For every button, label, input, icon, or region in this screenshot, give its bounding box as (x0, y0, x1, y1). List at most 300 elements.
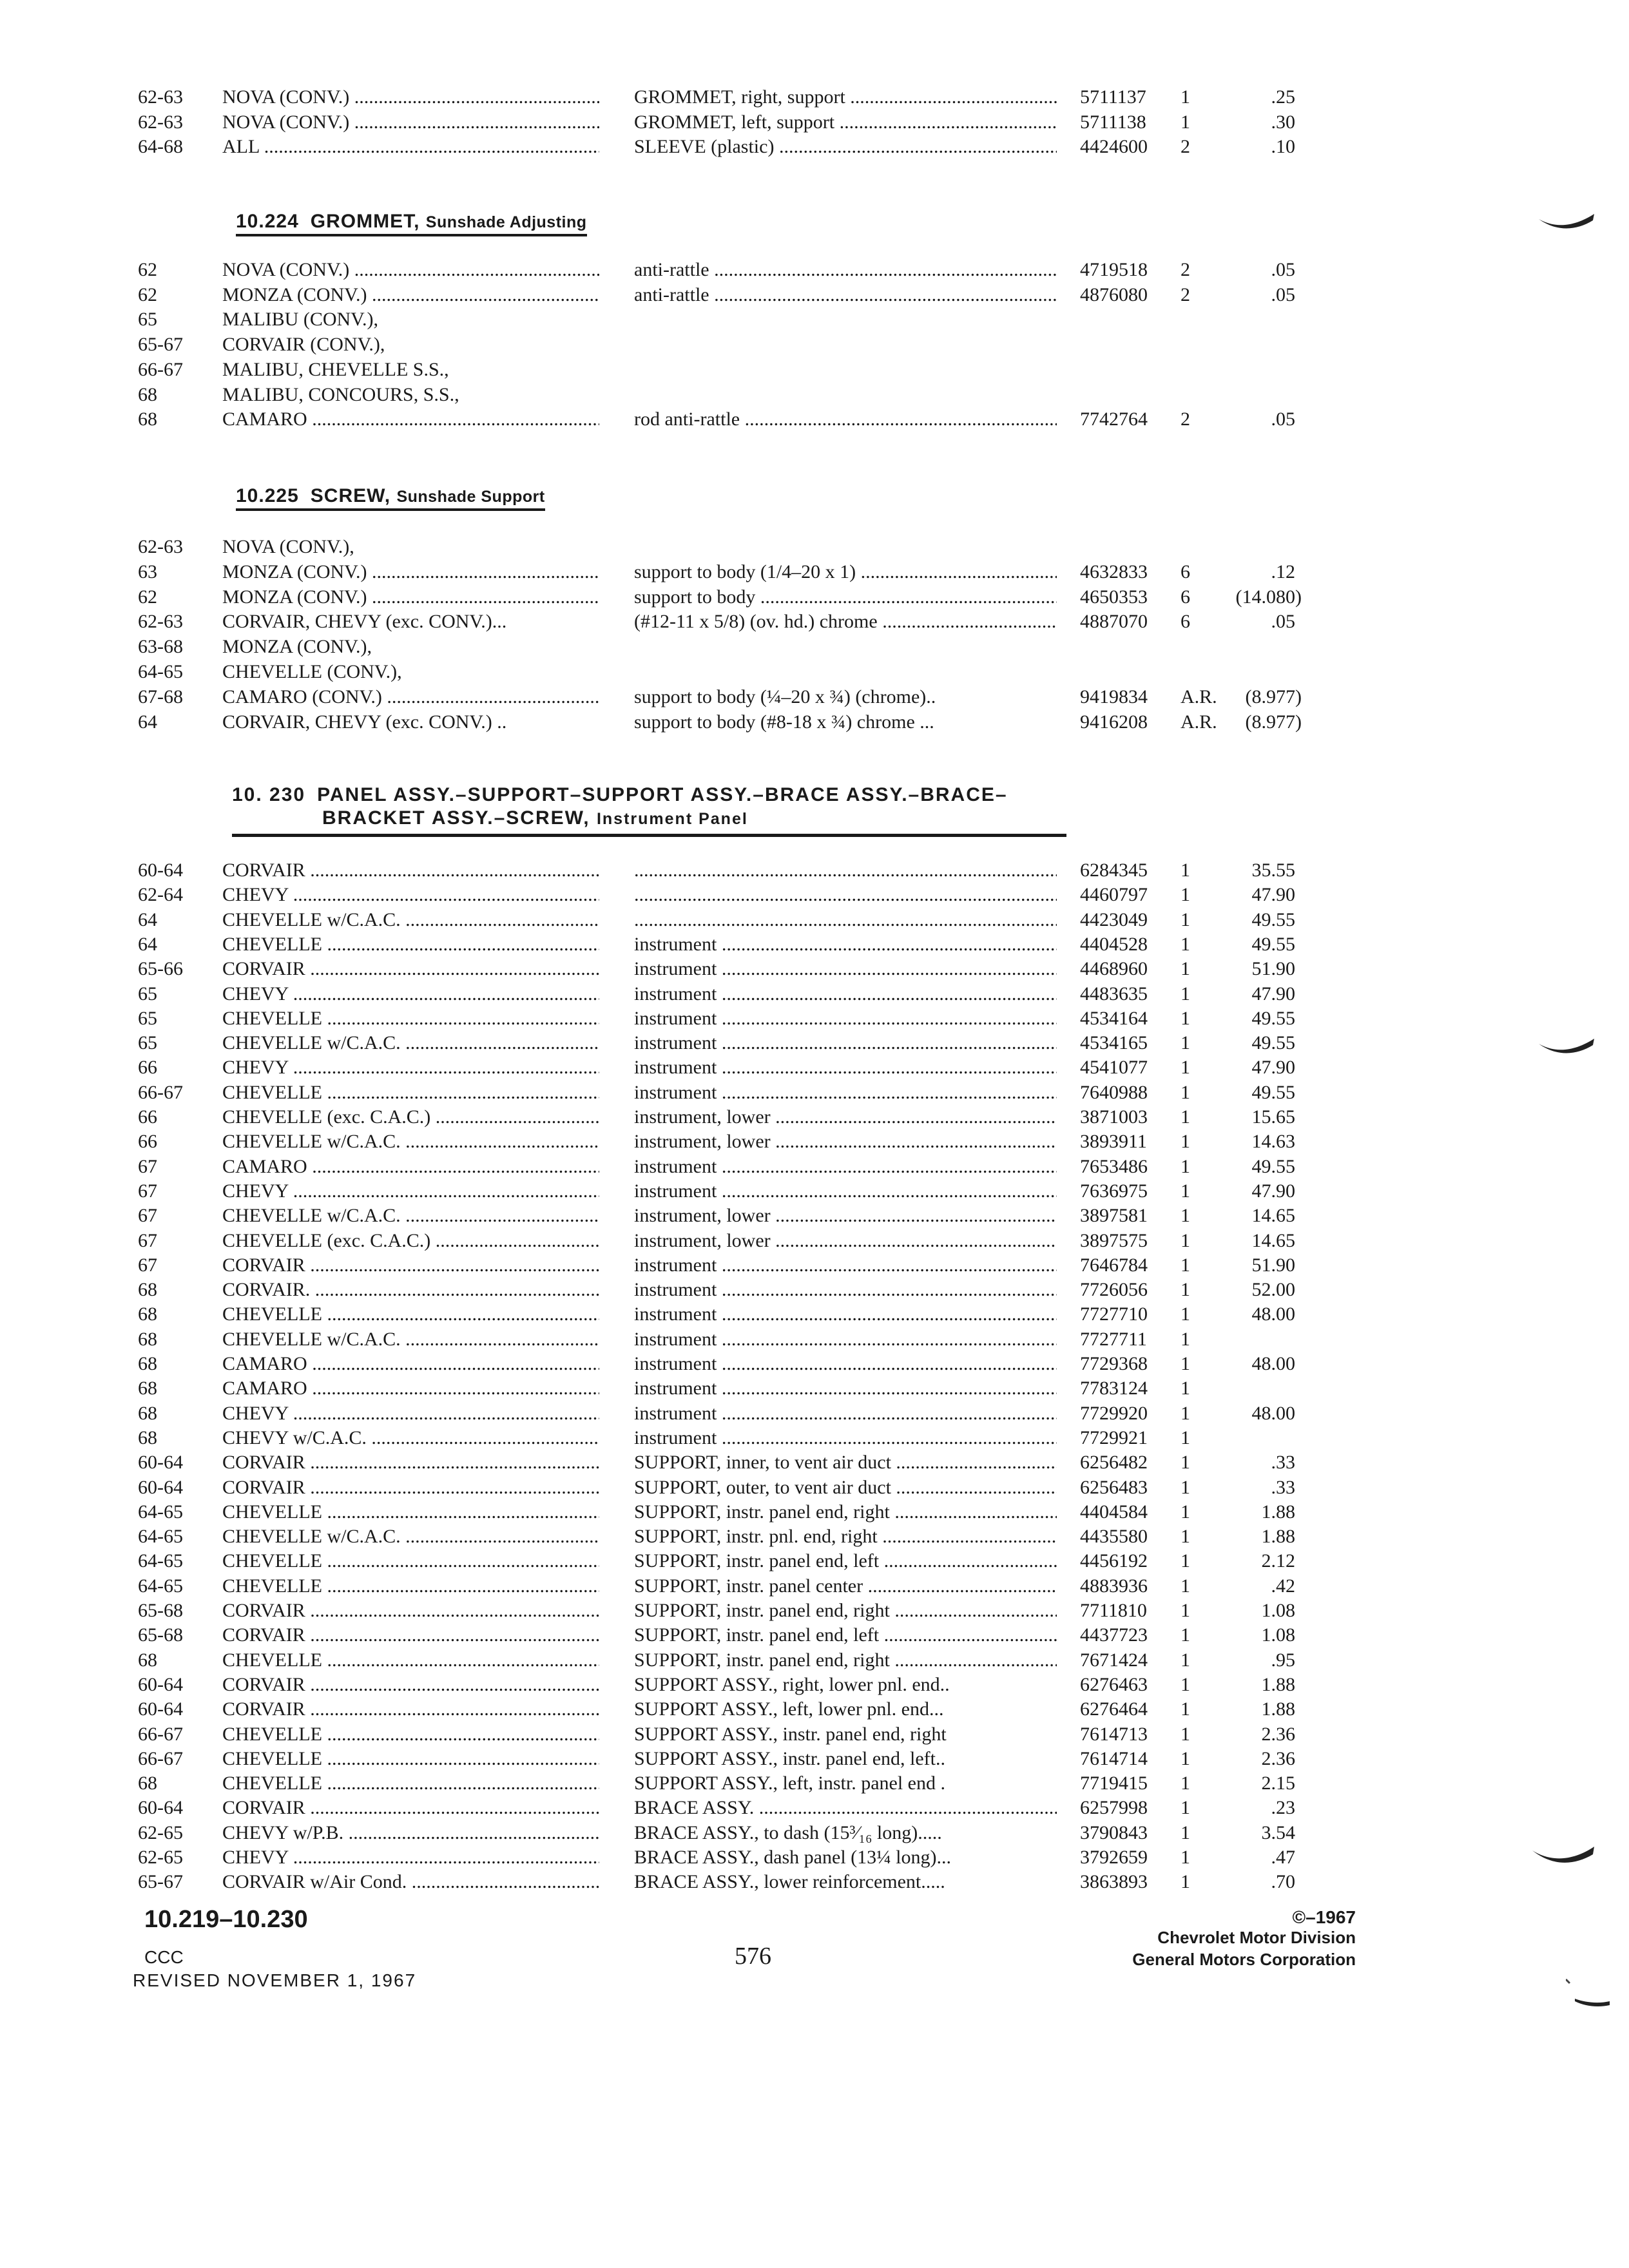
quantity-cell: 1 (1181, 111, 1190, 133)
year-cell: 62 (138, 586, 157, 608)
price-cell: 49.55 (1251, 1007, 1295, 1029)
price-cell: 14.65 (1251, 1205, 1295, 1227)
quantity-cell: 1 (1181, 1550, 1190, 1572)
part-number-cell: 3893911 (1080, 1131, 1147, 1153)
price-cell: .05 (1271, 611, 1295, 633)
part-number-cell: 6256482 (1080, 1452, 1148, 1474)
price-cell: 49.55 (1251, 933, 1295, 955)
table-row (0, 1129, 1629, 1154)
table-row (0, 1352, 1629, 1376)
model-cell: CHEVY ..... (222, 982, 599, 1006)
table-row (0, 1179, 1629, 1204)
description-cell: (#12-11 x 5/8) (ov. hd.) chrome ..... (634, 610, 1057, 634)
part-number-cell: 6256483 (1080, 1476, 1148, 1498)
year-cell: 62 (138, 259, 157, 280)
price-cell: .33 (1271, 1452, 1295, 1474)
quantity-cell: 1 (1181, 884, 1190, 906)
year-cell: 68 (138, 1328, 157, 1350)
part-number-cell: 7653486 (1080, 1155, 1148, 1177)
quantity-cell: 1 (1181, 1106, 1190, 1128)
model-cell: CHEVY ..... (222, 1055, 599, 1080)
table-row (0, 358, 1629, 382)
model-cell: CHEVELLE w/C.A.C. ..... (222, 1204, 599, 1228)
price-cell: .42 (1271, 1575, 1295, 1597)
model-cell: CORVAIR ..... (222, 957, 599, 981)
model-cell: CORVAIR, CHEVY (exc. CONV.)... (222, 611, 507, 633)
model-cell: CHEVELLE ..... (222, 1500, 599, 1524)
year-cell: 60-64 (138, 1698, 183, 1720)
part-number-cell: 7729920 (1080, 1402, 1148, 1424)
part-number-cell: 4719518 (1080, 259, 1148, 280)
quantity-cell: 1 (1181, 1747, 1190, 1769)
part-number-cell: 9419834 (1080, 686, 1148, 707)
table-row (0, 1722, 1629, 1747)
year-cell: 66-67 (138, 358, 183, 380)
year-cell: 67-68 (138, 686, 183, 707)
part-number-cell: 4632833 (1080, 561, 1148, 582)
quantity-cell: 1 (1181, 958, 1190, 980)
model-cell: CAMARO ..... (222, 1155, 599, 1179)
quantity-cell: 1 (1181, 1452, 1190, 1474)
quantity-cell: 1 (1181, 1205, 1190, 1227)
model-cell: CHEVY w/C.A.C. ..... (222, 1426, 599, 1450)
model-cell: MONZA (CONV.) ..... (222, 283, 599, 307)
model-cell: MONZA (CONV.) ..... (222, 560, 599, 584)
table-row (0, 1599, 1629, 1623)
quantity-cell: 6 (1181, 611, 1190, 633)
table-row (0, 1747, 1629, 1771)
table-row (0, 1524, 1629, 1549)
year-cell: 65 (138, 983, 157, 1004)
table-row (0, 1204, 1629, 1228)
description-cell: SUPPORT, instr. panel end, left ..... (634, 1623, 1057, 1648)
model-cell: CHEVY ..... (222, 1401, 599, 1426)
price-cell: 2.36 (1261, 1747, 1295, 1769)
model-cell: CAMARO (CONV.) ..... (222, 685, 599, 709)
year-cell: 67 (138, 1180, 157, 1202)
model-cell: CHEVELLE ..... (222, 1549, 599, 1573)
description-cell: GROMMET, left, support ..... (634, 110, 1057, 135)
price-cell: 48.00 (1251, 1303, 1295, 1325)
table-row (0, 258, 1629, 282)
quantity-cell: 1 (1181, 1402, 1190, 1424)
quantity-cell: 1 (1181, 1673, 1190, 1695)
table-row (0, 1155, 1629, 1179)
model-cell: CORVAIR ..... (222, 858, 599, 883)
year-cell: 65 (138, 309, 157, 331)
table-row (0, 85, 1629, 110)
year-cell: 64-65 (138, 1575, 183, 1597)
description-cell: instrument ..... (634, 1352, 1057, 1376)
description-cell: instrument ..... (634, 1006, 1057, 1031)
description-cell: instrument ..... (634, 1179, 1057, 1204)
price-cell: 52.00 (1251, 1279, 1295, 1301)
description-cell: rod anti-rattle ..... (634, 407, 1057, 432)
table-row (0, 1302, 1629, 1327)
part-number-cell: 4424600 (1080, 136, 1148, 157)
table-row (0, 1055, 1629, 1080)
description-cell: BRACE ASSY. ..... (634, 1796, 1057, 1820)
price-cell: 15.65 (1251, 1106, 1295, 1128)
model-cell: CHEVELLE (exc. C.A.C.) ..... (222, 1229, 599, 1253)
model-cell: MALIBU, CONCOURS, S.S., (222, 383, 459, 405)
quantity-cell: 1 (1181, 908, 1190, 930)
year-cell: 62-63 (138, 86, 183, 108)
year-cell: 65-68 (138, 1600, 183, 1621)
model-cell: CHEVELLE w/C.A.C. ..... (222, 1524, 599, 1549)
year-cell: 66 (138, 1131, 157, 1153)
table-row (0, 535, 1629, 559)
year-cell: 60-64 (138, 1797, 183, 1819)
part-number-cell: 3871003 (1080, 1106, 1148, 1128)
section-subtitle: Sunshade Support (396, 488, 545, 506)
quantity-cell: 1 (1181, 1723, 1190, 1745)
table-row (0, 982, 1629, 1006)
model-cell: CHEVELLE (exc. C.A.C.) ..... (222, 1105, 599, 1129)
part-number-cell: 4483635 (1080, 983, 1148, 1004)
description-cell: instrument ..... (634, 1302, 1057, 1327)
year-cell: 62-63 (138, 536, 183, 557)
quantity-cell: A.R. (1181, 711, 1217, 733)
year-cell: 65-66 (138, 958, 183, 980)
year-cell: 67 (138, 1155, 157, 1177)
quantity-cell: 2 (1181, 284, 1190, 305)
part-number-cell: 7729921 (1080, 1427, 1148, 1448)
year-cell: 62-65 (138, 1821, 183, 1843)
model-cell: CORVAIR ..... (222, 1697, 599, 1722)
table-row (0, 307, 1629, 332)
quantity-cell: 1 (1181, 1847, 1190, 1868)
table-row (0, 1796, 1629, 1820)
year-cell: 66-67 (138, 1081, 183, 1103)
table-row (0, 1105, 1629, 1129)
model-cell: CORVAIR ..... (222, 1623, 599, 1648)
description-cell: instrument ..... (634, 957, 1057, 981)
table-row (0, 1549, 1629, 1573)
table-row (0, 1697, 1629, 1722)
price-cell: .70 (1271, 1871, 1295, 1893)
price-cell: 2.36 (1261, 1723, 1295, 1745)
page-number: 576 (735, 1943, 771, 1970)
year-cell: 65 (138, 1032, 157, 1054)
description-cell: anti-rattle ..... (634, 258, 1057, 282)
part-number-cell: 3863893 (1080, 1871, 1148, 1893)
part-number-cell: 7726056 (1080, 1279, 1148, 1301)
footer-division: Chevrolet Motor Division (1157, 1928, 1356, 1947)
part-number-cell: 4876080 (1080, 284, 1148, 305)
model-cell: CHEVELLE w/C.A.C. ..... (222, 908, 599, 932)
section-title: GROMMET, (310, 211, 420, 232)
description-cell: SUPPORT, outer, to vent air duct ..... (634, 1475, 1057, 1500)
price-cell: 48.00 (1251, 1353, 1295, 1374)
section-title-line2: BRACKET ASSY.–SCREW, (322, 807, 590, 829)
part-number-cell: 4887070 (1080, 611, 1148, 633)
price-cell: .25 (1271, 86, 1295, 108)
description-cell: instrument, lower ..... (634, 1204, 1057, 1228)
table-row (0, 1031, 1629, 1055)
model-cell: CORVAIR. ..... (222, 1278, 599, 1302)
price-cell: 2.12 (1261, 1550, 1295, 1572)
description-cell: instrument, lower ..... (634, 1105, 1057, 1129)
part-number-cell: 4456192 (1080, 1550, 1148, 1572)
table-row (0, 710, 1629, 735)
description-cell: instrument ..... (634, 932, 1057, 957)
year-cell: 64-65 (138, 661, 183, 682)
model-cell: CORVAIR ..... (222, 1599, 599, 1623)
price-cell: .05 (1271, 408, 1295, 430)
quantity-cell: 2 (1181, 136, 1190, 157)
section-heading-10-225 (236, 485, 545, 511)
quantity-cell: A.R. (1181, 686, 1217, 707)
part-number-cell: 7742764 (1080, 408, 1148, 430)
quantity-cell: 1 (1181, 1871, 1190, 1893)
year-cell: 67 (138, 1254, 157, 1276)
quantity-cell: 1 (1181, 86, 1190, 108)
model-cell: CORVAIR ..... (222, 1796, 599, 1820)
part-number-cell: 6257998 (1080, 1797, 1148, 1819)
model-cell: MALIBU, CHEVELLE S.S., (222, 358, 449, 380)
model-cell: CHEVELLE ..... (222, 1747, 599, 1771)
year-cell: 64-65 (138, 1501, 183, 1523)
price-cell: .23 (1271, 1797, 1295, 1819)
quantity-cell: 1 (1181, 1328, 1190, 1350)
binding-mark (1531, 1843, 1595, 1871)
quantity-cell: 1 (1181, 1476, 1190, 1498)
year-cell: 65-67 (138, 1871, 183, 1893)
quantity-cell: 1 (1181, 860, 1190, 881)
description-cell: SUPPORT ASSY., instr. panel end, left.. (634, 1747, 945, 1769)
price-cell: 1.08 (1261, 1600, 1295, 1621)
table-row (0, 1673, 1629, 1697)
quantity-cell: 1 (1181, 1427, 1190, 1448)
model-cell: NOVA (CONV.) ..... (222, 258, 599, 282)
part-number-cell: 4435580 (1080, 1526, 1148, 1548)
description-cell: instrument ..... (634, 1253, 1057, 1278)
part-number-cell: 7640988 (1080, 1081, 1148, 1103)
table-row (0, 383, 1629, 407)
table-row (0, 1475, 1629, 1500)
table-row (0, 883, 1629, 907)
year-cell: 60-64 (138, 1452, 183, 1474)
table-row (0, 1821, 1629, 1845)
description-cell: support to body (1/4–20 x 1) ..... (634, 560, 1057, 584)
table-row (0, 1006, 1629, 1031)
description-cell: instrument ..... (634, 1426, 1057, 1450)
quantity-cell: 1 (1181, 933, 1190, 955)
model-cell: CHEVY ..... (222, 1179, 599, 1204)
year-cell: 62-63 (138, 611, 183, 633)
year-cell: 68 (138, 1378, 157, 1399)
quantity-cell: 1 (1181, 1229, 1190, 1251)
model-cell: MONZA (CONV.) ..... (222, 585, 599, 610)
year-cell: 63 (138, 561, 157, 582)
price-cell: 49.55 (1251, 908, 1295, 930)
table-row (0, 110, 1629, 135)
quantity-cell: 1 (1181, 1698, 1190, 1720)
part-number-cell: 7719415 (1080, 1773, 1148, 1794)
footer-range: 10.219–10.230 (144, 1906, 308, 1933)
table-row (0, 858, 1629, 883)
part-number-cell: 4650353 (1080, 586, 1148, 608)
model-cell: MONZA (CONV.), (222, 636, 372, 658)
year-cell: 68 (138, 408, 157, 430)
year-cell: 60-64 (138, 860, 183, 881)
model-cell: NOVA (CONV.), (222, 536, 354, 557)
part-number-cell: 4883936 (1080, 1575, 1148, 1597)
table-row (0, 1253, 1629, 1278)
section-subtitle: Sunshade Adjusting (425, 213, 587, 231)
table-row (0, 1450, 1629, 1475)
quantity-cell: 1 (1181, 1155, 1190, 1177)
model-cell: CHEVY ..... (222, 883, 599, 907)
year-cell: 64-65 (138, 1526, 183, 1548)
table-row (0, 1229, 1629, 1253)
year-cell: 68 (138, 383, 157, 405)
model-cell: CHEVELLE ..... (222, 1006, 599, 1031)
description-cell (634, 883, 1057, 907)
price-cell: 47.90 (1251, 983, 1295, 1004)
section-number: 10.225 (236, 485, 299, 506)
quantity-cell: 1 (1181, 1575, 1190, 1597)
price-cell: 1.88 (1261, 1673, 1295, 1695)
quantity-cell: 2 (1181, 408, 1190, 430)
description-cell: SUPPORT ASSY., left, lower pnl. end... (634, 1698, 944, 1720)
section-heading-10-230 (232, 783, 1008, 831)
part-number-cell: 6276463 (1080, 1673, 1148, 1695)
model-cell: CHEVELLE (CONV.), (222, 661, 402, 682)
table-row (0, 1623, 1629, 1648)
description-cell: GROMMET, right, support ..... (634, 85, 1057, 110)
description-cell: instrument ..... (634, 1081, 1057, 1105)
part-number-cell: 5711138 (1080, 111, 1146, 133)
description-cell: instrument ..... (634, 1031, 1057, 1055)
table-row (0, 332, 1629, 357)
year-cell: 67 (138, 1205, 157, 1227)
year-cell: 62 (138, 284, 157, 305)
year-cell: 66-67 (138, 1747, 183, 1769)
description-cell: instrument ..... (634, 1278, 1057, 1302)
price-cell: 47.90 (1251, 1057, 1295, 1079)
model-cell: MALIBU (CONV.), (222, 309, 378, 331)
model-cell: CORVAIR w/Air Cond. ..... (222, 1870, 599, 1894)
description-cell: instrument, lower ..... (634, 1229, 1057, 1253)
footer-code: CCC (144, 1947, 184, 1967)
year-cell: 66 (138, 1106, 157, 1128)
section-title: SCREW, (310, 485, 391, 506)
table-row (0, 685, 1629, 709)
price-cell: 3.54 (1261, 1821, 1295, 1843)
table-row (0, 585, 1629, 610)
table-row (0, 1426, 1629, 1450)
year-cell: 62-63 (138, 111, 183, 133)
model-cell: CHEVELLE ..... (222, 1648, 599, 1673)
binding-mark (1566, 1978, 1611, 2010)
footer-revised: REVISED NOVEMBER 1, 1967 (133, 1970, 417, 1990)
quantity-cell: 1 (1181, 1057, 1190, 1079)
description-cell: SUPPORT, instr. panel end, right ..... (634, 1648, 1057, 1673)
binding-mark (1537, 1035, 1595, 1061)
quantity-cell: 1 (1181, 1081, 1190, 1103)
quantity-cell: 1 (1181, 1821, 1190, 1843)
part-number-cell: 3792659 (1080, 1847, 1148, 1868)
section-number: 10.224 (236, 211, 299, 232)
description-cell: SUPPORT, instr. panel center ..... (634, 1574, 1057, 1599)
year-cell: 66-67 (138, 1723, 183, 1745)
description-cell: SUPPORT, instr. panel end, right ..... (634, 1500, 1057, 1524)
part-number-cell: 6276464 (1080, 1698, 1148, 1720)
year-cell: 68 (138, 1353, 157, 1374)
description-cell: instrument, lower ..... (634, 1129, 1057, 1154)
table-row (0, 283, 1629, 307)
table-row (0, 1771, 1629, 1796)
model-cell: CHEVELLE ..... (222, 1722, 599, 1747)
table-row (0, 135, 1629, 159)
section-number: 10. 230 (232, 784, 306, 805)
part-number-cell: 9416208 (1080, 711, 1148, 733)
price-cell: (14.080) (1235, 586, 1302, 608)
quantity-cell: 1 (1181, 1649, 1190, 1671)
quantity-cell: 1 (1181, 1526, 1190, 1548)
year-cell: 68 (138, 1649, 157, 1671)
quantity-cell: 1 (1181, 1131, 1190, 1153)
year-cell: 64 (138, 908, 157, 930)
table-row (0, 660, 1629, 684)
description-cell: SLEEVE (plastic) ..... (634, 135, 1057, 159)
quantity-cell: 1 (1181, 1007, 1190, 1029)
binding-mark (1537, 210, 1595, 236)
price-cell: 35.55 (1251, 860, 1295, 881)
footer-corporation: General Motors Corporation (1132, 1950, 1356, 1969)
description-cell (634, 908, 1057, 932)
part-number-cell: 3897575 (1080, 1229, 1148, 1251)
year-cell: 60-64 (138, 1673, 183, 1695)
table-row (0, 1870, 1629, 1894)
year-cell: 60-64 (138, 1476, 183, 1498)
part-number-cell: 3897581 (1080, 1205, 1148, 1227)
model-cell: CORVAIR (CONV.), (222, 334, 385, 356)
description-cell: instrument ..... (634, 1376, 1057, 1401)
price-cell: 1.88 (1261, 1526, 1295, 1548)
table-row (0, 635, 1629, 659)
quantity-cell: 1 (1181, 1624, 1190, 1646)
description-cell: anti-rattle ..... (634, 283, 1057, 307)
table-row (0, 1278, 1629, 1302)
quantity-cell: 1 (1181, 1797, 1190, 1819)
price-cell: .95 (1271, 1649, 1295, 1671)
price-cell: (8.977) (1245, 711, 1302, 733)
part-number-cell: 4534165 (1080, 1032, 1148, 1054)
description-cell: SUPPORT ASSY., instr. panel end, right (634, 1723, 947, 1745)
model-cell: NOVA (CONV.) ..... (222, 85, 599, 110)
model-cell: CAMARO ..... (222, 407, 599, 432)
description-cell: support to body (#8-18 x ¾) chrome ... (634, 711, 934, 733)
price-cell: .05 (1271, 284, 1295, 305)
part-number-cell: 7646784 (1080, 1254, 1148, 1276)
model-cell: ALL ..... (222, 135, 599, 159)
price-cell: 49.55 (1251, 1155, 1295, 1177)
part-number-cell: 7671424 (1080, 1649, 1148, 1671)
part-number-cell: 4437723 (1080, 1624, 1148, 1646)
part-number-cell: 7783124 (1080, 1378, 1148, 1399)
description-cell: SUPPORT, instr. panel end, right ..... (634, 1599, 1057, 1623)
part-number-cell: 7614713 (1080, 1723, 1148, 1745)
model-cell: CHEVY w/P.B. ..... (222, 1821, 599, 1845)
section-rule (232, 834, 1066, 837)
description-cell: instrument ..... (634, 1401, 1057, 1426)
model-cell: CORVAIR ..... (222, 1253, 599, 1278)
table-row (0, 1648, 1629, 1673)
part-number-cell: 4534164 (1080, 1007, 1148, 1029)
